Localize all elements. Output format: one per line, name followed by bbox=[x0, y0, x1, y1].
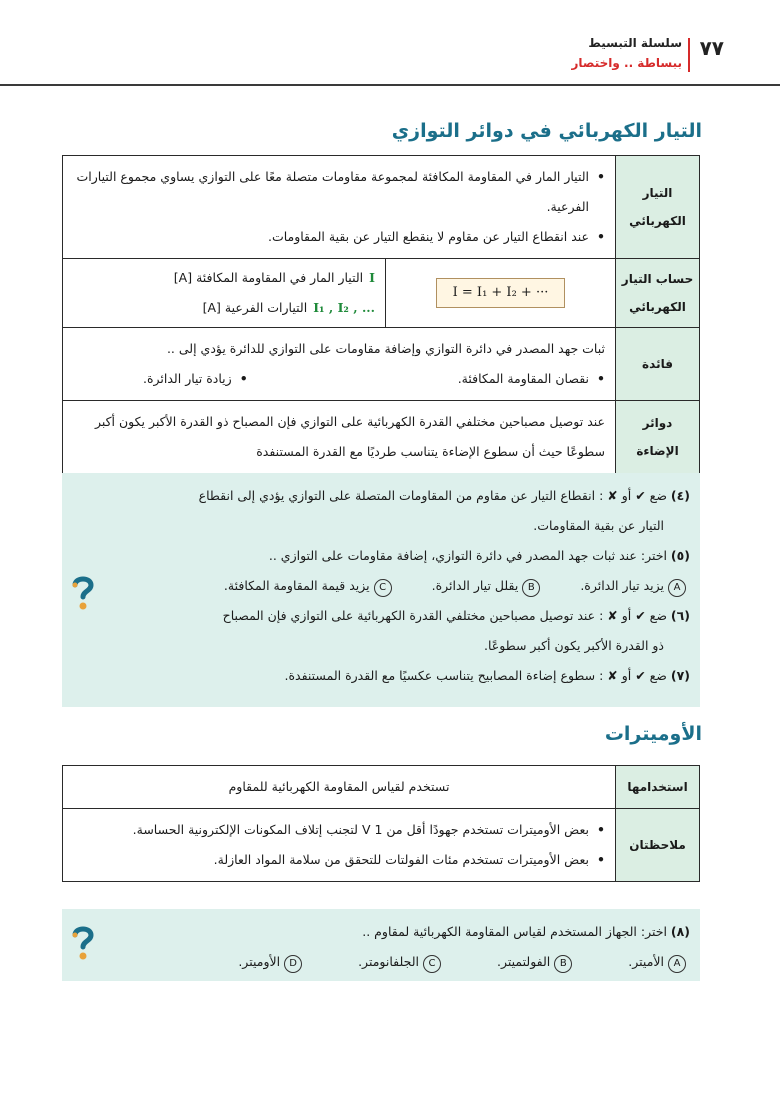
question-number: (٤) bbox=[670, 488, 690, 503]
bullet-item: • نقصان المقاومة المكافئة. bbox=[458, 364, 605, 394]
question-text: ضع ✔ أو ✘ : سطوع إضاءة المصابيح يتناسب عكسيًا مع القدرة المستنفدة. bbox=[284, 668, 667, 683]
question-8-options bbox=[112, 947, 690, 977]
ohmmeter-table bbox=[62, 765, 700, 882]
table-row-benefit bbox=[63, 328, 700, 401]
legend-line bbox=[73, 293, 375, 323]
question-6-cont: ذو القدرة الأكبر يكون أكبر سطوعًا. bbox=[484, 638, 664, 653]
legend-text: التيار المار في المقاومة المكافئة [A] bbox=[173, 270, 364, 285]
row-head-current: التيار الكهربائي bbox=[616, 156, 700, 259]
table-row-usage bbox=[63, 766, 700, 809]
bullet-item: • التيار المار في المقاومة المكافئة لمجموعة مقاومات متصلة معًا على التوازي يساوي مجموع التيارات الفرعية. bbox=[73, 162, 605, 222]
row-head-lighting: دوائر الإضاءة bbox=[616, 401, 700, 474]
row-body-current bbox=[63, 156, 616, 259]
question-6 bbox=[112, 601, 690, 631]
table-row-lighting bbox=[63, 401, 700, 474]
question-mark-icon bbox=[66, 573, 100, 613]
question-text: اختر: عند ثبات جهد المصدر في دائرة التوازي، إضافة مقاومات على التوازي .. bbox=[268, 548, 667, 563]
row-head-usage: استخدامها bbox=[616, 766, 700, 809]
option-a[interactable]: Aيزيد تيار الدائرة. bbox=[580, 571, 686, 601]
row-body-lighting: عند توصيل مصباحين مختلفي القدرة الكهربائية على التوازي فإن المصباح ذو القدرة الأكبر يكون أكبر سطوعًا حيث أن سطوع الإضاءة يتناسب طرديًا مع القدرة المستنفدة bbox=[63, 401, 616, 474]
table-row-current bbox=[63, 156, 700, 259]
section-title-parallel-current: التيار الكهربائي في دوائر التوازي bbox=[391, 120, 702, 142]
question-4 bbox=[112, 481, 690, 511]
row-head-calc: حساب التيار الكهربائي bbox=[616, 259, 700, 328]
question-text: اختر: الجهاز المستخدم لقياس المقاومة الكهربائية لمقاوم .. bbox=[362, 924, 667, 939]
option-c[interactable]: Cيزيد قيمة المقاومة المكافئة. bbox=[224, 571, 392, 601]
question-mark-icon bbox=[66, 923, 100, 963]
question-7 bbox=[112, 661, 690, 691]
row-body-usage: تستخدم لقياس المقاومة الكهربائية للمقاوم bbox=[63, 766, 616, 809]
option-b[interactable]: Bيقلل تيار الدائرة. bbox=[432, 571, 541, 601]
question-number: (٧) bbox=[670, 668, 690, 683]
benefit-bullets bbox=[73, 364, 605, 394]
bullet-item: • عند انقطاع التيار عن مقاوم لا ينقطع التيار عن بقية المقاومات. bbox=[73, 222, 605, 252]
equation-cell bbox=[386, 259, 616, 328]
question-number: (٨) bbox=[670, 924, 690, 939]
benefit-text: ثبات جهد المصدر في دائرة التوازي وإضافة مقاومات على التوازي للدائرة يؤدي إلى .. bbox=[166, 341, 605, 356]
legend-line bbox=[73, 263, 375, 293]
question-8 bbox=[112, 917, 690, 947]
table-row-calc bbox=[63, 259, 700, 328]
legend-symbol: I bbox=[369, 270, 375, 285]
question-5-options bbox=[112, 571, 690, 601]
question-number: (٦) bbox=[670, 608, 690, 623]
header-rule bbox=[0, 84, 780, 86]
question-number: (٥) bbox=[670, 548, 690, 563]
option-c[interactable]: Cالجلفانومتر. bbox=[358, 947, 441, 977]
bullet-item: • بعض الأوميترات تستخدم مئات الفولتات للتحقق من سلامة المواد العازلة. bbox=[73, 845, 605, 875]
row-head-notes: ملاحظتان bbox=[616, 809, 700, 882]
exercise-box-2 bbox=[62, 909, 700, 981]
current-equation: I = I₁ + I₂ + ··· bbox=[436, 278, 566, 308]
question-text: ضع ✔ أو ✘ : انقطاع التيار عن مقاوم من المقاومات المتصلة على التوازي يؤدي إلى انقطاع bbox=[198, 488, 667, 503]
option-b[interactable]: Bالفولتميتر. bbox=[497, 947, 572, 977]
row-body-benefit bbox=[63, 328, 616, 401]
section-title-ohmmeters: الأوميترات bbox=[604, 723, 702, 745]
question-text: ضع ✔ أو ✘ : عند توصيل مصباحين مختلفي القدرة الكهربائية على التوازي فإن المصباح bbox=[222, 608, 667, 623]
row-body-notes bbox=[63, 809, 616, 882]
question-4-cont: التيار عن بقية المقاومات. bbox=[533, 518, 664, 533]
header-divider bbox=[688, 38, 690, 72]
series-tagline: ببساطة .. واختصار bbox=[571, 56, 682, 70]
option-d[interactable]: Dالأوميتر. bbox=[238, 947, 302, 977]
exercise-box-1 bbox=[62, 473, 700, 707]
legend-text: التيارات الفرعية [A] bbox=[202, 300, 308, 315]
bullet-item: • زيادة تيار الدائرة. bbox=[143, 364, 248, 394]
option-a[interactable]: Aالأميتر. bbox=[628, 947, 686, 977]
legend-symbol: I₁ , I₂ , ... bbox=[313, 300, 375, 315]
row-head-benefit: فائدة bbox=[616, 328, 700, 401]
series-name: سلسلة التبسيط bbox=[588, 36, 682, 50]
parallel-current-table bbox=[62, 155, 700, 474]
page-header bbox=[554, 34, 724, 82]
bullet-item: • بعض الأوميترات تستخدم جهودًا أقل من 1 V لتجنب إتلاف المكونات الإلكترونية الحساسة. bbox=[73, 815, 605, 845]
page-number: ٧٧ bbox=[699, 36, 724, 60]
table-row-notes bbox=[63, 809, 700, 882]
question-5 bbox=[112, 541, 690, 571]
legend-cell bbox=[63, 259, 386, 328]
